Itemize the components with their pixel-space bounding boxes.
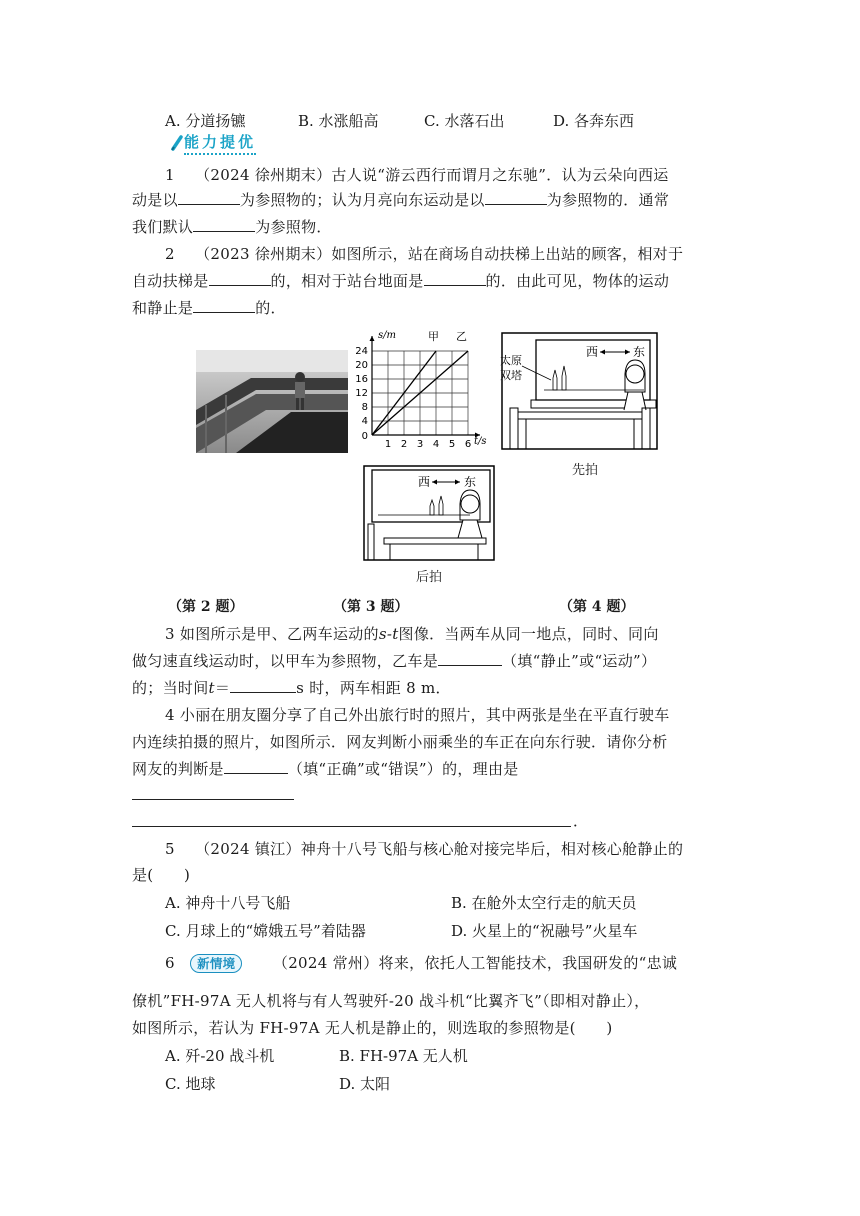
q6-option-c[interactable]: C. 地球 [165,1075,216,1093]
q4-answer-line1[interactable] [132,798,294,800]
q4-line2 [132,731,668,752]
q2-line1 [165,243,683,264]
q2-text2b: 的，相对于站台地面是 [270,272,424,290]
q2-line2 [132,270,669,291]
q1-text2c: 为参照物的．通常 [546,191,670,209]
q5-text1: （2024 镇江）神舟十八号飞船与核心舱对接完毕后，相对核心舱静止的 [195,840,684,858]
new-context-badge: 新情境 [190,954,242,973]
q3-text3d: s 时，两车相距 8 m． [296,679,451,697]
q4-end-period: ． [573,812,589,830]
q3-text2b: （填“静止”或“运动”） [502,652,657,670]
q2-text2a: 自动扶梯是 [132,272,209,290]
photo-first-caption: 先拍 [572,463,599,478]
q2-text1: （2023 徐州期末）如图所示，站在商场自动扶梯上出站的顾客，相对于 [195,245,684,263]
q6-option-d[interactable]: D. 太阳 [339,1075,391,1093]
x-tick-2: 2 [400,439,408,448]
caption-q4: （第 4 题） [559,599,635,615]
q5-line1 [165,838,683,859]
y-axis-label: s/m [378,330,396,341]
q2-blank1[interactable] [209,271,271,286]
q2-number: 2 [165,245,175,263]
q5-line2: 是( ) [132,866,191,884]
caption-q3: （第 3 题） [333,599,409,615]
x-tick-4: 4 [432,439,440,448]
y-tick-16: 16 [355,374,368,385]
q3-text1b: s-t [378,625,399,643]
prev-option-a: A. 分道扬镳 [165,112,246,130]
q3-blank1[interactable] [438,651,502,666]
q1-number: 1 [165,166,175,184]
q5-option-c[interactable]: C. 月球上的“嫦娥五号”着陆器 [165,922,366,940]
q1-text2a: 动是以 [132,191,178,209]
y-tick-8: 8 [361,402,368,413]
y-tick-4: 4 [361,416,368,427]
q5-option-b[interactable]: B. 在舱外太空行走的航天员 [451,894,637,912]
q1-line1 [165,164,669,185]
q1-blank3[interactable] [193,217,255,232]
label-jia: 甲 [428,330,439,343]
x-tick-5: 5 [448,439,456,448]
caption-q2: （第 2 题） [168,599,244,615]
q5-number: 5 [165,840,175,858]
y-tick-0: 0 [361,431,368,442]
q4-text3a: 网友的判断是 [132,760,224,778]
q1-blank1[interactable] [178,190,240,205]
q4-blank1[interactable] [224,759,288,774]
q6-line1 [165,952,677,973]
q1-line2 [132,189,669,210]
q3-line3 [132,677,451,698]
q3-line2 [132,650,656,671]
q4-number: 4 [165,706,175,724]
q6-option-a[interactable]: A. 歼-20 战斗机 [165,1047,275,1065]
q3-text1c: 图像．当两车从同一地点，同时、同向 [398,625,659,643]
q4-answer-line2[interactable] [132,825,571,827]
q4-text1: 小丽在朋友圈分享了自己外出旅行时的照片，其中两张是坐在平直行驶车 [179,706,670,724]
photo-second-caption: 后拍 [416,570,443,585]
q1-text3b: 为参照物． [255,218,332,236]
q3-number: 3 [165,625,175,643]
q1-text3a: 我们默认 [132,218,194,236]
q4-line3 [132,758,519,779]
q4-line1 [165,704,670,725]
west-label-2: 西 [418,475,431,489]
q3-text3a: 的；当时间 [132,679,209,697]
landmark-label-1: 太原 [500,354,522,367]
q3-text3c: ＝ [214,679,231,697]
section-header [170,131,256,155]
q4-text3b: （填“正确”或“错误”）的，理由是 [287,760,519,778]
q3-line1 [165,623,659,644]
q3-text3b: t [208,679,215,697]
q1-text1: （2024 徐州期末）古人说“游云西行而谓月之东驰”．认为云朵向西运 [195,166,669,184]
y-tick-20: 20 [355,360,368,371]
q2-text2c: 的．由此可见，物体的运动 [485,272,670,290]
q2-text3b: 的． [255,299,286,317]
west-label-1: 西 [586,345,599,359]
q6-text1: （2024 常州）将来，依托人工智能技术，我国研发的“忠诚 [272,954,678,972]
y-tick-24: 24 [355,346,368,357]
q5-option-a[interactable]: A. 神舟十八号飞船 [165,894,291,912]
landmark-label-2: 双塔 [500,369,522,382]
label-yi: 乙 [456,330,467,343]
q2-text3a: 和静止是 [132,299,194,317]
x-tick-1: 1 [384,439,392,448]
q3-blank2[interactable] [230,678,296,693]
q3-text1a: 如图所示是甲、乙两车运动的 [179,625,379,643]
x-tick-6: 6 [464,439,472,448]
q1-blank2[interactable] [485,190,547,205]
q1-text2b: 为参照物的；认为月亮向东运动是以 [239,191,485,209]
pencil-icon [170,135,184,151]
st-graph [350,326,500,448]
q6-option-b[interactable]: B. FH-97A 无人机 [339,1047,468,1065]
prev-option-d: D. 各奔东西 [553,112,635,130]
photo-second [360,462,498,562]
q6-line2: 僚机”FH-97A 无人机将与有人驾驶歼-20 战斗机“比翼齐飞”（即相对静止）， [132,992,650,1010]
section-title: 能力提优 [184,131,256,155]
q2-blank2[interactable] [424,271,486,286]
photo-first [496,330,664,455]
q6-number: 6 [165,954,175,972]
east-label-2: 东 [464,475,477,489]
q3-text2a: 做匀速直线运动时，以甲车为参照物，乙车是 [132,652,439,670]
q6-line3: 如图所示，若认为 FH-97A 无人机是静止的，则选取的参照物是( ) [132,1019,613,1037]
q2-line3 [132,297,286,318]
q5-option-d[interactable]: D. 火星上的“祝融号”火星车 [451,922,638,940]
q2-blank3[interactable] [193,298,255,313]
q4-text2: 内连续拍摄的照片，如图所示．网友判断小丽乘坐的车正在向东行驶．请你分析 [132,733,668,751]
q1-line3 [132,216,332,237]
x-tick-3: 3 [416,439,424,448]
escalator-image [196,350,348,453]
east-label-1: 东 [633,345,646,359]
x-axis-label: t/s [474,436,487,447]
prev-option-c: C. 水落石出 [424,112,505,130]
y-tick-12: 12 [355,388,368,399]
prev-option-b: B. 水涨船高 [298,112,379,130]
